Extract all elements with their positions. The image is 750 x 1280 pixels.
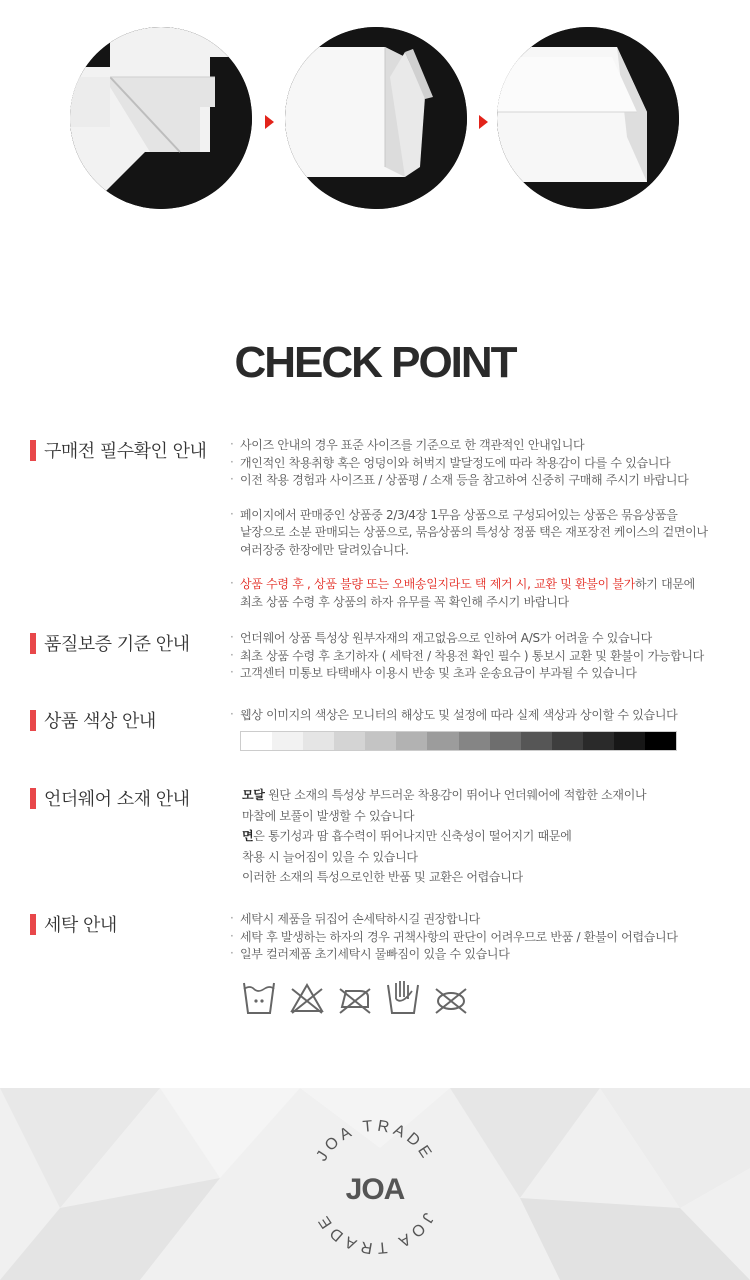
notice-line: · 사이즈 안내의 경우 표준 사이즈를 기준으로 한 객관적인 안내입니다	[230, 437, 730, 455]
hand-wash-icon	[386, 977, 420, 1017]
no-bleach-icon	[290, 977, 324, 1017]
color-swatch	[583, 732, 614, 750]
notice-line: · 이전 착용 경험과 사이즈표 / 상품평 / 소재 등을 참고하여 신중히 구매해 주시기 바랍니다	[230, 472, 730, 490]
section-body	[230, 911, 730, 964]
section-title: 언더웨어 소재 안내	[44, 789, 190, 810]
color-swatch	[645, 732, 676, 750]
warning-suffix: 하기 대문에	[635, 577, 695, 591]
folding-step-3-image	[497, 27, 679, 209]
step-arrow-icon	[479, 115, 488, 129]
material-line: 마찰에 보풀이 발생할 수 있습니다	[242, 808, 415, 823]
folding-step-2-image	[285, 27, 467, 209]
notice-line: · 언더웨어 상품 특성상 원부자재의 재고없음으로 인하여 A/S가 어려울 수 있습니다	[230, 630, 730, 648]
color-swatch	[552, 732, 583, 750]
material-line: 이러한 소재의 특성으로인한 반품 및 교환은 어렵습니다	[242, 870, 523, 884]
material-desc: 원단 소재의 특성상 부드러운 착용감이 뛰어나 언더웨어에 적합한 소재이나	[264, 788, 647, 802]
color-swatch	[365, 732, 396, 750]
section-title: 구매전 필수확인 안내	[44, 441, 207, 462]
warning-text: 상품 수령 후 , 상품 불량 또는 오배송일지라도 택 제거 시, 교환 및 환불이 불가	[240, 577, 635, 591]
section-marker	[30, 440, 36, 461]
section-title: 상품 색상 안내	[44, 711, 156, 732]
color-swatch	[241, 732, 272, 750]
section-marker	[30, 710, 36, 731]
material-line	[230, 826, 730, 847]
footer	[0, 1088, 750, 1280]
color-swatch	[521, 732, 552, 750]
notice-line: · 세탁 후 발생하는 하자의 경우 귀책사항의 판단이 어려우므로 반품 / 환불이 어렵습니다	[230, 929, 730, 947]
section-title: 품질보증 기준 안내	[44, 634, 190, 655]
material-desc: 은 통기성과 땀 흡수력이 뛰어나지만 신축성이 떨어지기 때문에	[253, 829, 572, 843]
no-tumble-dry-icon	[434, 977, 468, 1017]
section-body	[230, 630, 730, 683]
color-swatch	[459, 732, 490, 750]
section-header	[30, 630, 190, 656]
wash-30-icon	[242, 977, 276, 1017]
notice-line: · 최초 상품 수령 후 초기하자 ( 세탁전 / 착용전 확인 필수 ) 통보시 교환 및 환불이 가능합니다	[230, 648, 730, 666]
section-body	[230, 707, 730, 725]
page-title: CHECK POINT	[234, 338, 516, 387]
color-swatch	[272, 732, 303, 750]
svg-text:JOA TRADE: JOA TRADE	[313, 1117, 437, 1165]
section-header	[30, 437, 206, 463]
svg-text:JOA TRADE: JOA TRADE	[313, 1209, 437, 1257]
section-marker	[30, 914, 36, 935]
color-swatch	[334, 732, 365, 750]
material-name: 모달	[242, 788, 265, 802]
care-icons	[242, 977, 468, 1017]
color-swatch	[396, 732, 427, 750]
color-swatch	[303, 732, 334, 750]
color-swatch	[614, 732, 645, 750]
notice-line: · 일부 컬러제품 초기세탁시 물빠짐이 있을 수 있습니다	[230, 946, 730, 964]
notice-line: · 웹상 이미지의 색상은 모니터의 해상도 및 설정에 따라 실제 색상과 상이할 수 있습니다	[230, 707, 730, 725]
material-name: 면	[242, 829, 254, 843]
step-arrow-icon	[265, 115, 274, 129]
section-header	[30, 707, 156, 733]
notice-line: · 페이지에서 판매중인 상품중 2/3/4장 1무음 상품으로 구성되어있는 상품은 묶음상품을	[230, 507, 730, 525]
notice-line-warning	[230, 576, 730, 594]
folding-steps	[0, 0, 750, 240]
notice-line: 최초 상품 수령 후 상품의 하자 유무를 꼭 확인해 주시기 바랍니다	[240, 594, 569, 609]
section-marker	[30, 788, 36, 809]
color-swatch-strip	[240, 731, 677, 751]
color-swatch	[427, 732, 458, 750]
folding-step-1-image	[70, 27, 252, 209]
material-line: 착용 시 늘어짐이 있을 수 있습니다	[242, 849, 418, 864]
section-header	[30, 911, 117, 937]
material-line	[230, 785, 730, 806]
section-header	[30, 785, 190, 811]
notice-line: 여러장중 한장에만 달려있습니다.	[240, 542, 409, 557]
section-body	[230, 785, 730, 888]
no-iron-icon	[338, 977, 372, 1017]
logo-text: JOA	[345, 1173, 405, 1206]
notice-line: · 개인적인 착용취향 혹은 엉덩이와 허벅지 발달정도에 따라 착용감이 다를 수 있습니다	[230, 455, 730, 473]
notice-line: 낱장으로 소분 판매되는 상품으로, 묶음상품의 특성상 정품 택은 재포장전 케이스의 겉면이나	[240, 525, 708, 539]
section-marker	[30, 633, 36, 654]
section-title: 세탁 안내	[44, 915, 117, 936]
notice-line: · 고객센터 미통보 타택배사 이용시 반송 및 초과 운송요금이 부과될 수 있습니다	[230, 665, 730, 683]
section-body	[230, 437, 730, 611]
notice-line: · 세탁시 제품을 뒤집어 손세탁하시길 권장합니다	[230, 911, 730, 929]
color-swatch	[490, 732, 521, 750]
